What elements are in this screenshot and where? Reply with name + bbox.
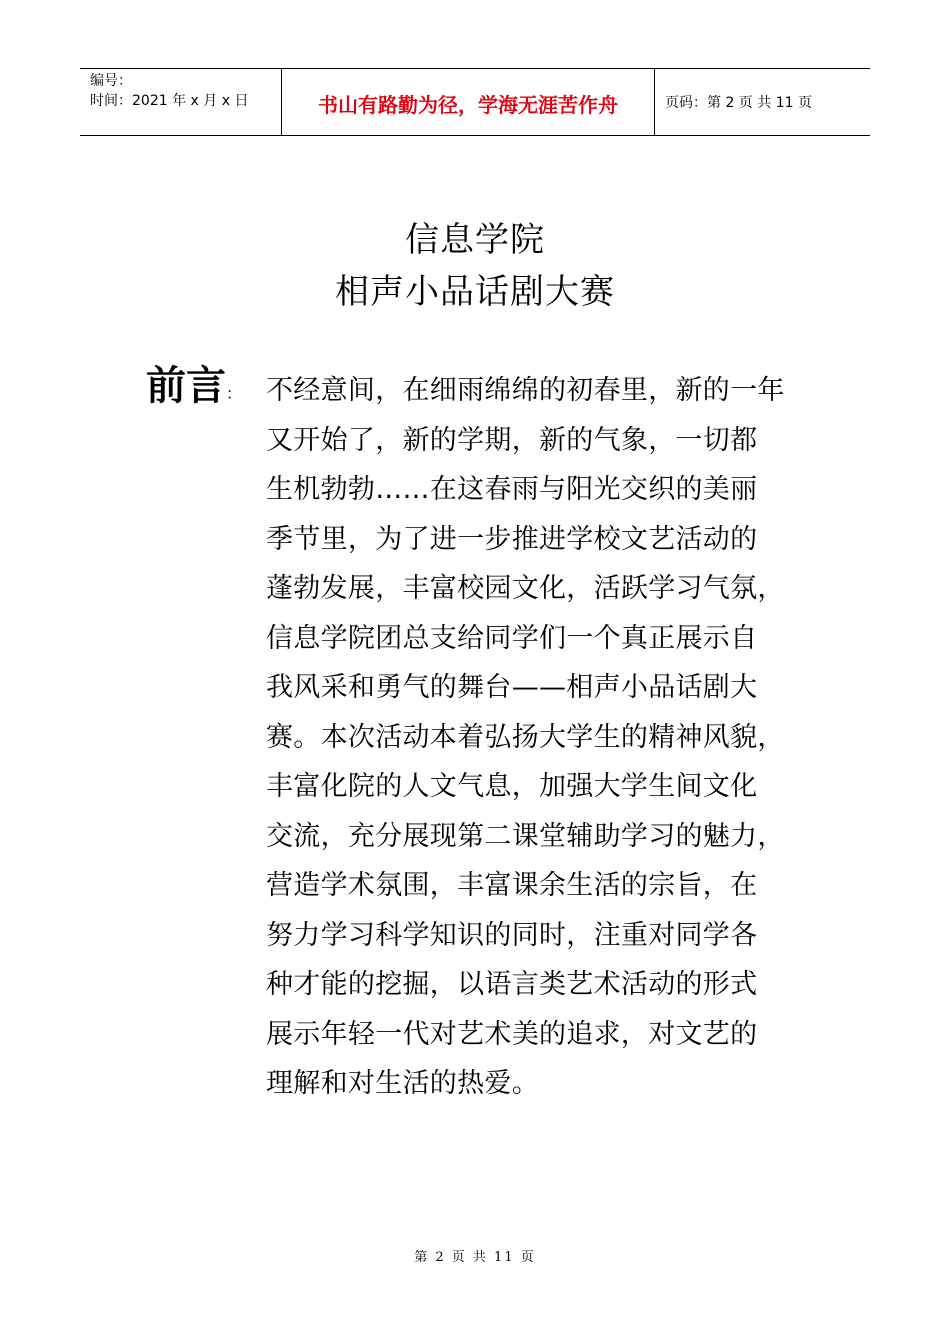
preface-colon: ：: [226, 384, 243, 403]
preface-line: 蓬勃发展，丰富校园文化，活跃学习气氛，: [266, 573, 785, 604]
title-line-1: 信息学院: [405, 220, 545, 260]
preface-line: 赛。本次活动本着弘扬大学生的精神风貌，: [266, 721, 785, 753]
document-date: 时间：2021 年 x 月 x 日: [90, 93, 249, 109]
preface-heading: [146, 360, 242, 420]
motto-text: 书山有路勤为径，学海无涯苦作舟: [318, 92, 618, 117]
preface-line: 生机勃勃……在这春雨与阳光交织的美丽: [266, 474, 758, 505]
preface-line: 不经意间，在细雨绵绵的初春里，新的一年: [266, 375, 785, 406]
header-meta: [80, 69, 282, 135]
page-header: [80, 68, 870, 136]
preface-line: 丰富化院的人文气息，加强大学生间文化: [266, 771, 758, 802]
preface-line: 我风采和勇气的舞台——相声小品话剧大: [266, 672, 758, 703]
preface-line: 理解和对生活的热爱。: [266, 1068, 539, 1099]
preface-line: 营造学术氛围，丰富课余生活的宗旨，在: [266, 870, 758, 901]
preface-body: [266, 366, 826, 1109]
preface-line: 信息学院团总支给同学们一个真正展示自: [266, 622, 758, 654]
page-info-text: 页码：第 2 页 共 11 页: [665, 95, 812, 111]
preface-line: 种才能的挖掘，以语言类艺术活动的形式: [266, 969, 758, 1000]
preface-line: 交流，充分展现第二课堂辅助学习的魅力，: [266, 820, 785, 852]
page-footer: 第 2 页 共 11 页: [414, 1250, 536, 1265]
preface-line: 展示年轻一代对艺术美的追求，对文艺的: [266, 1018, 758, 1050]
preface-label: 前言: [146, 363, 226, 409]
header-motto: [282, 69, 655, 135]
header-page-info: [655, 69, 870, 135]
preface-line: 又开始了，新的学期，新的气象，一切都: [266, 424, 758, 456]
preface-line: 努力学习科学知识的同时，注重对同学各: [266, 919, 758, 951]
document-number-label: 编号：: [90, 73, 132, 89]
title-line-2: 相声小品话剧大赛: [335, 272, 615, 312]
preface-line: 季节里，为了进一步推进学校文艺活动的: [266, 523, 758, 555]
